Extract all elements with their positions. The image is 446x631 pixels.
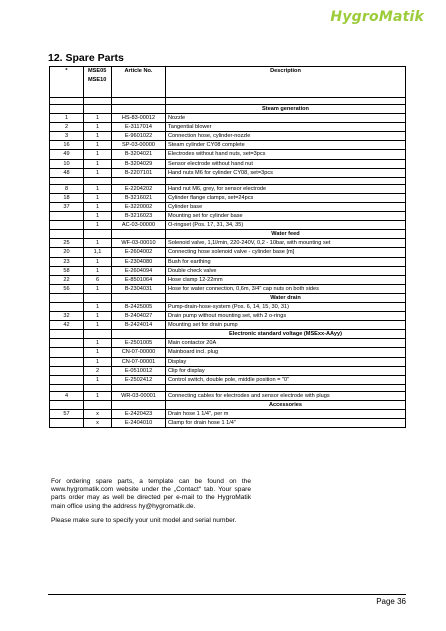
blank-cell xyxy=(84,384,112,391)
section-label: Steam generation xyxy=(166,105,406,114)
article-number-cell: E-2604094 xyxy=(112,266,166,275)
description-cell: Double check valve xyxy=(166,266,406,275)
table-row xyxy=(50,114,406,123)
table-row xyxy=(50,159,406,168)
table-row xyxy=(50,419,406,428)
position-cell: 4 xyxy=(50,391,84,400)
position-cell xyxy=(50,375,84,384)
description-cell: Hand nuts M6 for cylinder CY08, set=3pcs xyxy=(166,168,406,177)
table-row xyxy=(50,375,406,384)
table-row xyxy=(50,184,406,193)
quantity-cell: 1 xyxy=(84,321,112,330)
quantity-cell: 1 xyxy=(84,159,112,168)
description-cell: Solenoid valve, 1,1l/min, 220-240V, 0,2 - 10bar, with mounting set xyxy=(166,239,406,248)
section-label: Accessories xyxy=(166,400,406,409)
position-cell: 3 xyxy=(50,132,84,141)
header-article-no: Article No. xyxy=(112,67,166,98)
blank-cell xyxy=(50,293,84,302)
table-row xyxy=(50,193,406,202)
position-cell xyxy=(50,221,84,230)
article-number-cell: CN-07-00001 xyxy=(112,357,166,366)
header-model xyxy=(84,67,112,98)
quantity-cell: 1 xyxy=(84,312,112,321)
blank-cell xyxy=(50,400,84,409)
hygromatik-logo xyxy=(330,9,424,25)
quantity-cell: 1 xyxy=(84,302,112,311)
description-cell: Connecting cables for electrodes and sensor electrode with plugs xyxy=(166,391,406,400)
page-header xyxy=(0,0,446,42)
table-row xyxy=(50,239,406,248)
article-number-cell: E-2604002 xyxy=(112,248,166,257)
article-number-cell: HS-83-00012 xyxy=(112,114,166,123)
description-cell: Tangential blower xyxy=(166,123,406,132)
article-number-cell: E-2501005 xyxy=(112,339,166,348)
section-label: Electronic standard voltage (MSExx-AAyy) xyxy=(166,330,406,339)
article-number-cell: B-2404027 xyxy=(112,312,166,321)
section-label: Water drain xyxy=(166,293,406,302)
position-cell: 18 xyxy=(50,193,84,202)
position-cell: 49 xyxy=(50,150,84,159)
table-row xyxy=(50,150,406,159)
section-header-row xyxy=(50,330,406,339)
quantity-cell: 1 xyxy=(84,132,112,141)
description-cell: Sensor electrode without hand nut xyxy=(166,159,406,168)
quantity-cell: 1 xyxy=(84,221,112,230)
description-cell: Clip for display xyxy=(166,366,406,375)
blank-cell xyxy=(84,177,112,184)
position-cell: 2 xyxy=(50,123,84,132)
position-cell: 1 xyxy=(50,114,84,123)
blank-cell xyxy=(112,98,166,105)
quantity-cell: 1 xyxy=(84,284,112,293)
blank-cell xyxy=(84,105,112,114)
position-cell: 48 xyxy=(50,168,84,177)
table-row xyxy=(50,257,406,266)
quantity-cell: 1 xyxy=(84,357,112,366)
blank-cell xyxy=(50,105,84,114)
blank-row xyxy=(50,384,406,391)
table-row xyxy=(50,221,406,230)
spare-parts-table xyxy=(49,66,406,428)
article-number-cell: E-0510012 xyxy=(112,366,166,375)
article-number-cell: SP-03-00000 xyxy=(112,141,166,150)
quantity-cell: 1 xyxy=(84,184,112,193)
position-cell: 56 xyxy=(50,284,84,293)
blank-cell xyxy=(50,177,84,184)
blank-cell xyxy=(84,400,112,409)
quantity-cell: 1 xyxy=(84,123,112,132)
table-row xyxy=(50,410,406,419)
position-cell xyxy=(50,212,84,221)
table-row xyxy=(50,357,406,366)
section-label: Water feed xyxy=(166,230,406,239)
description-cell: Nozzle xyxy=(166,114,406,123)
quantity-cell: 1 xyxy=(84,141,112,150)
blank-cell xyxy=(84,330,112,339)
article-number-cell: B-2424014 xyxy=(112,321,166,330)
description-cell: Main contactor 20A xyxy=(166,339,406,348)
position-cell: 10 xyxy=(50,159,84,168)
blank-cell xyxy=(84,293,112,302)
position-cell: 37 xyxy=(50,202,84,211)
article-number-cell: B-2207101 xyxy=(112,168,166,177)
position-cell xyxy=(50,366,84,375)
position-cell xyxy=(50,302,84,311)
article-number-cell: B-3204021 xyxy=(112,150,166,159)
table-row xyxy=(50,284,406,293)
position-cell: 8 xyxy=(50,184,84,193)
position-cell: 23 xyxy=(50,257,84,266)
header-description: Description xyxy=(166,67,406,98)
quantity-cell: 1 xyxy=(84,193,112,202)
description-cell: Hose for water connection, 0,6m, 3/4" cap nuts on both sides xyxy=(166,284,406,293)
description-cell: Cylinder base xyxy=(166,202,406,211)
quantity-cell: 1 xyxy=(84,212,112,221)
quantity-cell: 1 xyxy=(84,202,112,211)
quantity-cell: 1 xyxy=(84,339,112,348)
article-number-cell: E-2420423 xyxy=(112,410,166,419)
quantity-cell: 1 xyxy=(84,266,112,275)
quantity-cell: 1 xyxy=(84,391,112,400)
table-row xyxy=(50,168,406,177)
table-row xyxy=(50,141,406,150)
description-cell: Steam cylinder CY08 complete xyxy=(166,141,406,150)
description-cell: Mainboard incl. plug xyxy=(166,348,406,357)
article-number-cell: E-3117014 xyxy=(112,123,166,132)
section-title: 12. Spare Parts xyxy=(48,52,124,64)
position-cell xyxy=(50,348,84,357)
quantity-cell: 1 xyxy=(84,257,112,266)
description-cell: Mounting set for drain pump xyxy=(166,321,406,330)
description-cell: Bush for earthing xyxy=(166,257,406,266)
position-cell xyxy=(50,339,84,348)
description-cell: Connection hose, cylinder-nozzle xyxy=(166,132,406,141)
quantity-cell: x xyxy=(84,410,112,419)
footer-divider xyxy=(48,594,406,595)
ordering-paragraph: For ordering spare parts, a template can be found on the www.hygromatik.com website under the „Contact“ tab. Your spare parts order may as well be directed per e-mail to the HygroMatik main office using the address hy@hygromatik.de. xyxy=(51,478,251,510)
article-number-cell: WR-03-00001 xyxy=(112,391,166,400)
blank-cell xyxy=(112,177,166,184)
description-cell: Control switch, double pole, middle position = "0" xyxy=(166,375,406,384)
quantity-cell: 1 xyxy=(84,114,112,123)
article-number-cell: B-2425005 xyxy=(112,302,166,311)
blank-cell xyxy=(112,105,166,114)
table-row xyxy=(50,302,406,311)
article-number-cell: B-3216023 xyxy=(112,212,166,221)
position-cell: 58 xyxy=(50,266,84,275)
quantity-cell: 2 xyxy=(84,366,112,375)
article-number-cell: E-2204202 xyxy=(112,184,166,193)
serial-number-note: Please make sure to specify your unit model and serial number. xyxy=(51,516,237,524)
position-cell xyxy=(50,357,84,366)
table-header-row xyxy=(50,67,406,98)
article-number-cell: E-8501064 xyxy=(112,275,166,284)
article-number-cell: WF-03-00010 xyxy=(112,239,166,248)
section-header-row xyxy=(50,105,406,114)
header-star: * xyxy=(50,67,84,98)
table-row xyxy=(50,123,406,132)
description-cell: Mounting set for cylinder base xyxy=(166,212,406,221)
section-header-row xyxy=(50,230,406,239)
quantity-cell: 1 xyxy=(84,375,112,384)
table-row xyxy=(50,212,406,221)
description-cell: Drain pump without mounting set, with 2 o-rings xyxy=(166,312,406,321)
header-model-text: MSE05 MSE10 xyxy=(88,68,107,83)
blank-cell xyxy=(84,230,112,239)
section-header-row xyxy=(50,293,406,302)
position-cell: 57 xyxy=(50,410,84,419)
article-number-cell: E-9601022 xyxy=(112,132,166,141)
description-cell: Hand nut M6, grey, for sensor electrode xyxy=(166,184,406,193)
description-cell: Connecting hose solenoid valve - cylinder base [m] xyxy=(166,248,406,257)
blank-cell xyxy=(50,330,84,339)
description-cell: O-ringset (Pos. 17, 31, 34, 35) xyxy=(166,221,406,230)
description-cell: Hose clamp 12-22mm xyxy=(166,275,406,284)
description-cell: Display xyxy=(166,357,406,366)
article-number-cell: CN-07-00000 xyxy=(112,348,166,357)
blank-cell xyxy=(112,384,166,391)
table-row xyxy=(50,312,406,321)
quantity-cell: 1,1 xyxy=(84,248,112,257)
quantity-cell: 6 xyxy=(84,275,112,284)
table-row xyxy=(50,321,406,330)
position-cell: 42 xyxy=(50,321,84,330)
table-row xyxy=(50,248,406,257)
table-row xyxy=(50,339,406,348)
blank-cell xyxy=(112,230,166,239)
article-number-cell: B-3204029 xyxy=(112,159,166,168)
ordering-info xyxy=(51,478,251,531)
table-row xyxy=(50,391,406,400)
article-number-cell: E-3220002 xyxy=(112,202,166,211)
description-cell: Pump-drain-hose-system (Pos. 6, 14, 15, 30, 31) xyxy=(166,302,406,311)
table-row xyxy=(50,266,406,275)
blank-cell xyxy=(112,400,166,409)
article-number-cell: AC-03-00000 xyxy=(112,221,166,230)
quantity-cell: 1 xyxy=(84,150,112,159)
quantity-cell: x xyxy=(84,419,112,428)
section-header-row xyxy=(50,400,406,409)
blank-cell xyxy=(50,230,84,239)
page-number: Page 36 xyxy=(376,597,406,606)
article-number-cell: E-2304080 xyxy=(112,257,166,266)
blank-cell xyxy=(50,98,84,105)
blank-row xyxy=(50,177,406,184)
quantity-cell: 1 xyxy=(84,348,112,357)
table-row xyxy=(50,202,406,211)
blank-cell xyxy=(50,384,84,391)
position-cell: 16 xyxy=(50,141,84,150)
position-cell: 25 xyxy=(50,239,84,248)
blank-cell xyxy=(84,98,112,105)
table-row xyxy=(50,132,406,141)
blank-cell xyxy=(112,330,166,339)
article-number-cell: E-2404010 xyxy=(112,419,166,428)
description-cell: Drain hose 1 1/4", per m xyxy=(166,410,406,419)
position-cell: 32 xyxy=(50,312,84,321)
table-row xyxy=(50,275,406,284)
description-cell: Electrodes without hand nuts, set=3pcs xyxy=(166,150,406,159)
position-cell: 22 xyxy=(50,275,84,284)
description-cell: Clamp for drain hose 1 1/4" xyxy=(166,419,406,428)
article-number-cell: E-2502412 xyxy=(112,375,166,384)
blank-row xyxy=(50,98,406,105)
article-number-cell: B-2304031 xyxy=(112,284,166,293)
blank-cell xyxy=(166,177,406,184)
article-number-cell: B-3216021 xyxy=(112,193,166,202)
quantity-cell: 1 xyxy=(84,168,112,177)
position-cell: 20 xyxy=(50,248,84,257)
position-cell xyxy=(50,419,84,428)
logo-part-matik: Matik xyxy=(378,9,424,25)
table-row xyxy=(50,366,406,375)
blank-cell xyxy=(166,98,406,105)
blank-cell xyxy=(112,293,166,302)
table-body xyxy=(50,98,406,428)
description-cell: Cylinder flange clamps, set=24pcs xyxy=(166,193,406,202)
blank-cell xyxy=(166,384,406,391)
logo-part-hygro: Hygro xyxy=(330,9,379,25)
quantity-cell: 1 xyxy=(84,239,112,248)
table-row xyxy=(50,348,406,357)
